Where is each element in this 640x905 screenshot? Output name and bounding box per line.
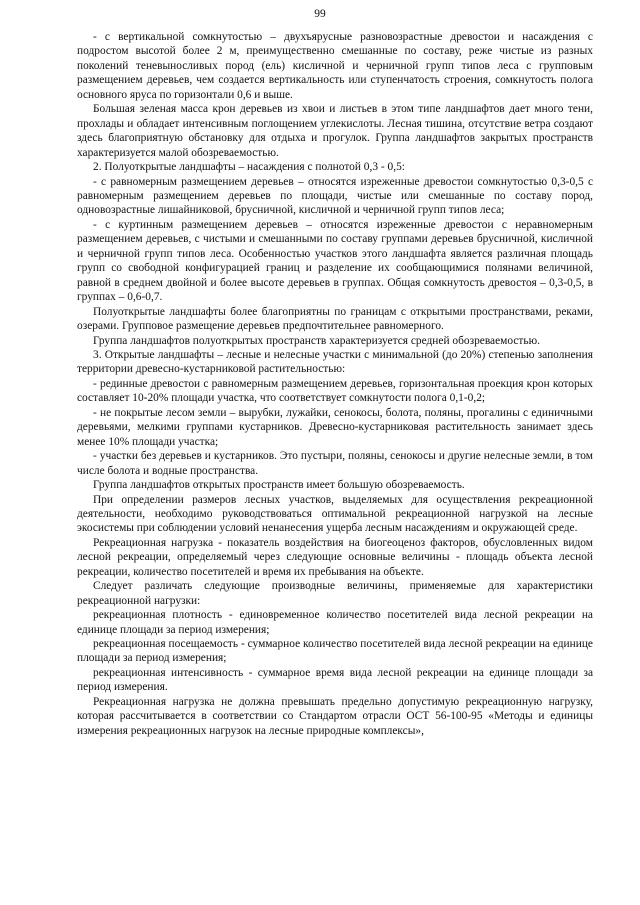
paragraph: рекреационная плотность - единовременное количество посетителей вида лесной рекреации на единице площади за период измерения; [77,609,593,636]
paragraph: Большая зеленая масса крон деревьев из хвои и листьев в этом типе ландшафтов дает много тени, прохлады и обладает интенсивным поглощением углекислоты. Лесная тишина, отсутствие ветра создают здесь благоприятную обстановку для отдыха и прогулок. Группа ландшафтов закрытых пространств характеризуется малой обозреваемостью. [77,103,593,159]
paragraph: рекреационная посещаемость - суммарное количество посетителей вида лесной рекреации на единице площади за период измерения; [77,638,593,665]
paragraph: - с вертикальной сомкнутостью – двухъярусные разновозрастные древостои и насаждения с подростом высотой более 2 м, преимущественно смешанные по составу, реже чистые из разных поколений теневыносливых пород (ель) кисличной и черничной групп типов леса с групповым размещением деревьев, чем создается вертикальность или ступенчатость строения, сомкнутость полога основного яруса по горизонтали 0,6 и выше. [77,31,593,101]
paragraph: - рединные древостои с равномерным размещением деревьев, горизонтальная проекция крон которых составляет 10-20% площади участка, что соответствует сомкнутости полога 0,1-0,2; [77,377,593,405]
page-number: 99 [314,8,326,20]
paragraph: 2. Полуоткрытые ландшафты – насаждения с полнотой 0,3 - 0,5: [93,161,405,174]
paragraph: рекреационная интенсивность - суммарное время вида лесной рекреации на единице площади за период измерения. [77,666,593,694]
paragraph: Группа ландшафтов полуоткрытых пространств характеризуется средней обозреваемостью. [93,334,540,347]
paragraph: Группа ландшафтов открытых пространств имеет большую обозреваемость. [93,479,465,492]
paragraph: Рекреационная нагрузка не должна превышать предельно допустимую рекреационную нагрузку, которая рассчитывается в соответствии со Стандартом отрасли ОСТ 56-100-95 «Методы и единицы измерения рекреационных нагрузок на лесные природные комплексы», [77,695,593,737]
paragraph: Рекреационная нагрузка - показатель воздействия на биогеоценоз факторов, обусловленных видом лесной рекреации, определяемый через следующие основные величины - площадь объекта лесной рекреации, количество посетителей и время их пребывания на объекте. [77,536,593,578]
paragraph: Полуоткрытые ландшафты более благоприятны по границам с открытыми пространствами, реками, озерами. Групповое размещение деревьев предпочтительнее равномерного. [77,305,593,333]
paragraph: 3. Открытые ландшафты – лесные и нелесные участки с минимальной (до 20%) степенью заполнения территории древесно-кустарниковой растительностью: [77,348,593,376]
paragraph: - с равномерным размещением деревьев – относятся изреженные древостои сомкнутостью 0,3-0,5 с равномерным размещением деревьев по площади, чистые или смешанные по составу пород, одновозрастные лишайниковой, брусничной, кисличной и черничной групп типов леса; [77,175,593,217]
paragraph: - с куртинным размещением деревьев – относятся изреженные древостои с неравномерным размещением деревьев, с чистыми и смешанными по составу группами деревьев брусничной, кисличной и черничной групп типов леса. Особенностью участков этого ландшафта является различная площадь групп со свободной конфигурацией границ и разделение их сообщающимися полянами величиной, равной в среднем двойной и более высоте деревьев в группах. Общая сомкнутость древостоя – 0,3-0,5, в группах – 0,6-0,7. [77,218,593,304]
paragraph: Следует различать следующие производные величины, применяемые для характеристики рекреационной нагрузки: [77,580,593,607]
body-text [77,30,593,738]
paragraph: - участки без деревьев и кустарников. Это пустыри, поляны, сенокосы и другие нелесные земли, в том числе болота и водные пространства. [77,450,593,477]
paragraph: При определении размеров лесных участков, выделяемых для осуществления рекреационной деятельности, необходимо руководствоваться оптимальной рекреационной нагрузкой на лесные экосистемы при соблюдении условий ненанесения ущерба лесным насаждениям и окружающей среде. [77,493,593,535]
paragraph: - не покрытые лесом земли – вырубки, лужайки, сенокосы, болота, поляны, прогалины с единичными деревьями, мелкими группами кустарников. Древесно-кустарниковая растительность занимает здесь менее 10% площади участка; [77,406,593,448]
